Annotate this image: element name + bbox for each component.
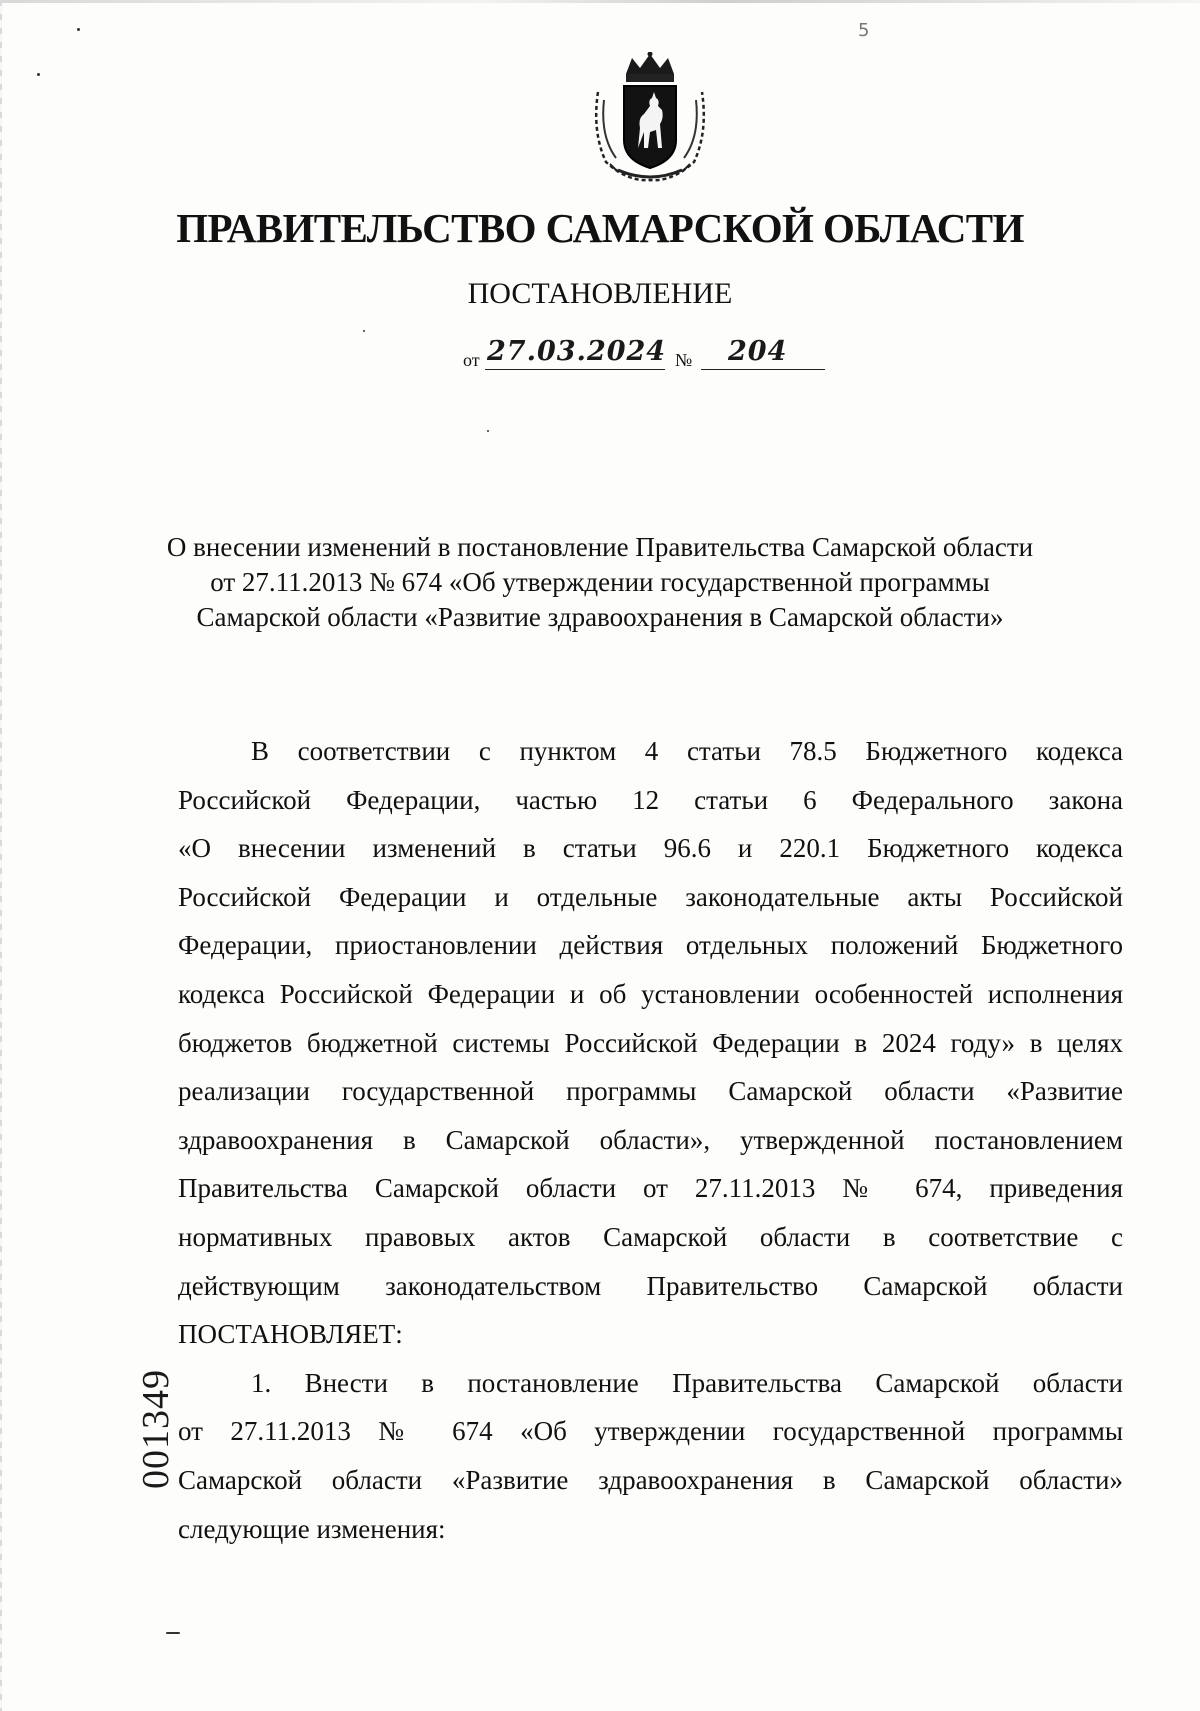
scan-speck — [363, 330, 365, 332]
body-line: 1. Внести в постановление Правительства Самарской области — [251, 1367, 1123, 1398]
organization-title: ПРАВИТЕЛЬСТВО САМАРСКОЙ ОБЛАСТИ — [176, 205, 1024, 251]
scan-edge — [0, 0, 1200, 3]
date-underline — [485, 369, 665, 370]
body-line: реализации государственной программы Самарской области «Развитие — [178, 1076, 1123, 1107]
body-line: кодекса Российской Федерации и об установлении особенностей исполнения — [178, 978, 1123, 1009]
scan-edge — [0, 0, 2, 1711]
scan-speck — [487, 430, 489, 432]
document-body — [178, 727, 1123, 1553]
body-line: от 27.11.2013 № 674 «Об утверждении государственной программы — [178, 1416, 1123, 1447]
registration-number: 001349 — [135, 1369, 177, 1489]
body-line: Правительства Самарской области от 27.11.2013 № 674, приведения — [178, 1173, 1123, 1204]
date-value: 27.03.2024 — [487, 336, 667, 367]
body-line: В соответствии с пунктом 4 статьи 78.5 Бюджетного кодекса — [251, 736, 1123, 766]
body-line: здравоохранения в Самарской области», утвержденной постановлением — [178, 1124, 1123, 1155]
number-underline — [701, 369, 825, 370]
heading-line: О внесении изменений в постановление Правительства Самарской области — [166, 532, 1034, 562]
document-type: ПОСТАНОВЛЕНИЕ — [467, 277, 733, 310]
body-line: ПОСТАНОВЛЯЕТ: — [178, 1319, 403, 1350]
corner-mark: 5 — [858, 20, 870, 41]
body-line: нормативных правовых актов Самарской области в соответствие с — [178, 1221, 1123, 1252]
date-number-line — [463, 332, 863, 372]
body-line: «О внесении изменений в статьи 96.6 и 220.1 Бюджетного кодекса — [178, 833, 1123, 864]
heading-line: Самарской области «Развитие здравоохранения в Самарской области» — [196, 602, 1004, 632]
body-line: Федерации, приостановлении действия отдельных положений Бюджетного — [178, 930, 1123, 961]
body-line: бюджетов бюджетной системы Российской Федерации в 2024 году» в целях — [178, 1027, 1123, 1058]
heading-line: от 27.11.2013 № 674 «Об утверждении государственной программы — [210, 567, 990, 597]
body-line: действующим законодательством Правительство Самарской области — [178, 1270, 1123, 1301]
document-heading — [150, 530, 1050, 635]
scan-speck — [77, 28, 80, 31]
date-prefix: от — [463, 350, 480, 370]
body-line: Самарской области «Развитие здравоохранения в Самарской области» — [178, 1464, 1123, 1495]
body-line: следующие изменения: — [178, 1513, 446, 1544]
scan-speck — [37, 73, 40, 76]
body-line: Российской Федерации и отдельные законодательные акты Российской — [178, 881, 1123, 912]
number-value: 204 — [728, 336, 788, 367]
number-prefix: № — [675, 350, 693, 370]
scan-speck — [166, 1632, 180, 1634]
samara-coat-of-arms-icon — [588, 52, 712, 184]
body-line: Российской Федерации, частью 12 статьи 6 Федерального закона — [178, 784, 1123, 815]
